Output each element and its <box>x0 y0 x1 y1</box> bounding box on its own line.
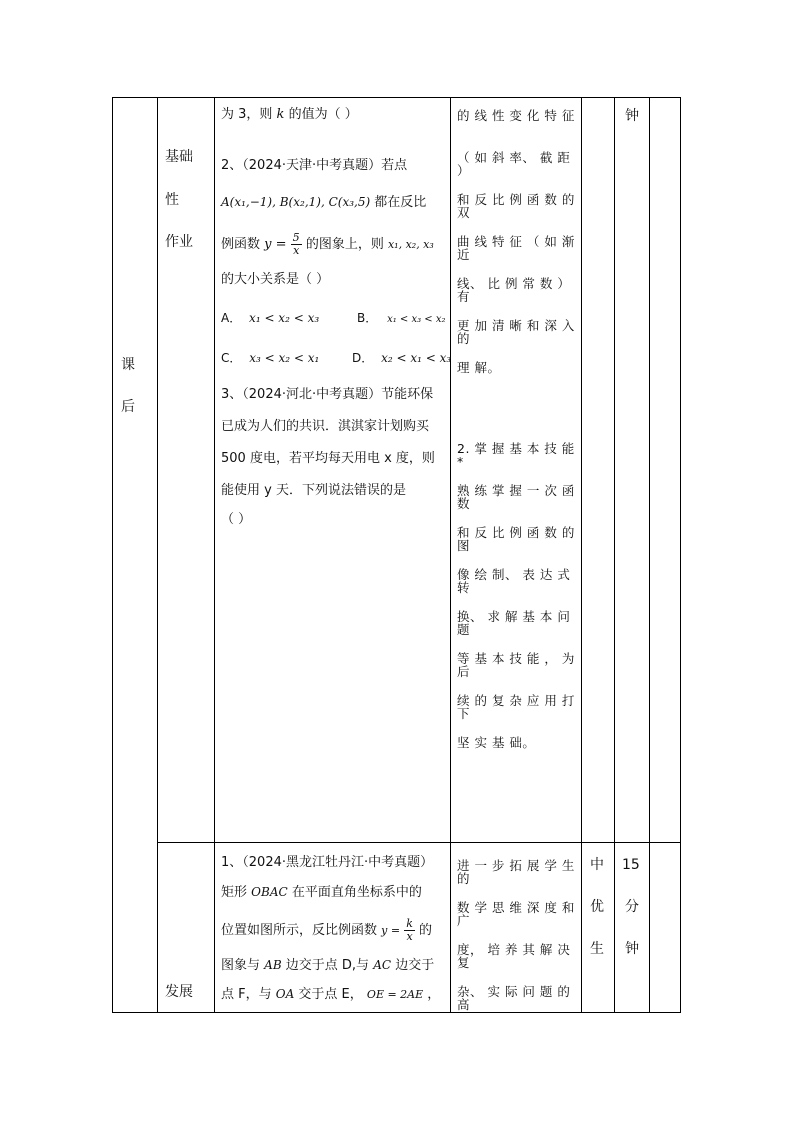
q2-head: 2、（2024·天津·中考真题）若点 <box>221 158 408 173</box>
adv-fraction <box>404 918 415 943</box>
section-basic-line-2: 性 <box>165 192 179 208</box>
goal-basic-block <box>457 110 577 404</box>
section-advanced-label: 发展 <box>165 984 193 1000</box>
q2-line-3 <box>221 232 434 257</box>
q2-points: A(x₁,−1), B(x₂,1), C(x₃,5) <box>221 195 371 209</box>
time-adv-unit: 钟 <box>625 941 639 957</box>
goal-basic-line: 的 线 性 变 化 特 征 <box>457 108 575 123</box>
adv-line-2 <box>221 886 422 899</box>
adv-line-2-m: OBAC <box>251 885 288 899</box>
q2-frac-num: 5 <box>292 231 300 244</box>
goal-basic-line: 曲 线 特 征 （ 如 渐 近 <box>457 234 575 262</box>
option-d-label: D． <box>352 351 374 365</box>
basic-line-1 <box>221 108 358 121</box>
goal-basic-line: 和 反 比 例 函 数 的 双 <box>457 192 575 220</box>
adv-line-4-b: 边交于点 D,与 <box>285 958 370 973</box>
q2-line-3-b: 的图象上，则 <box>305 237 384 253</box>
option-c <box>221 352 319 364</box>
goal-basic2-line: 续 的 复 杂 应 用 打 下 <box>457 693 575 721</box>
option-a <box>221 312 319 324</box>
section-basic-line-3: 作业 <box>165 234 193 250</box>
q2-line-3-y: y = <box>264 237 287 253</box>
option-c-expr: x₃ < x₂ < x₁ <box>249 351 320 365</box>
col-line-2 <box>214 97 215 1013</box>
col-line-1 <box>157 97 158 1013</box>
target-students-char: 中 <box>590 857 604 873</box>
option-d-expr: x₂ < x₁ < x₃ <box>381 351 452 365</box>
goal-basic2-line: 和 反 比 例 函 数 的 图 <box>457 525 575 553</box>
option-b <box>357 312 445 325</box>
adv-line-5 <box>221 988 440 1001</box>
target-students-char: 生 <box>590 941 604 957</box>
adv-line-4 <box>221 959 434 972</box>
adv-line-4-m2: AC <box>373 958 392 972</box>
adv-line-3-b: 的 <box>419 923 433 939</box>
adv-line-1: 1、（2024·黑龙江牡丹江·中考真题） <box>221 855 434 870</box>
time-adv-value: 15 <box>622 857 640 873</box>
goal-adv-line: 进 一 步 拓 展 学 生 的 <box>457 858 575 886</box>
goal-adv-block <box>457 860 577 1028</box>
goal-basic2-line: 2. 掌 握 基 本 技 能 * <box>457 441 575 469</box>
option-a-expr: x₁ < x₂ < x₃ <box>249 311 320 325</box>
goal-basic-line: 更 加 清 晰 和 深 入 的 <box>457 318 575 346</box>
option-b-expr: x₁ < x₃ < x₂ <box>387 314 446 325</box>
time-unit-top: 钟 <box>625 108 639 124</box>
q2-line-3-a: 例函数 <box>221 237 261 253</box>
q3-line-1: 3、（2024·河北·中考真题）节能环保 <box>221 387 434 402</box>
basic-line-1-end: 的值为（ ） <box>288 107 358 122</box>
row-label-char-2: 后 <box>121 399 135 415</box>
q2-frac-den: x <box>293 244 300 258</box>
goal-basic2-block <box>457 443 577 779</box>
goal-basic-line: （ 如 斜 率、 截 距 ） <box>457 150 571 178</box>
col-line-5 <box>614 97 615 1013</box>
q2-points-end: 都在反比 <box>374 195 427 210</box>
basic-line-1-text: 为 3，则 <box>221 107 273 122</box>
time-adv-unit: 分 <box>625 899 639 915</box>
goal-basic-line: 线、 比 例 常 数 ） 有 <box>457 276 571 304</box>
adv-line-4-a: 图象与 <box>221 958 261 973</box>
adv-line-2-a: 矩形 <box>221 885 248 900</box>
basic-line-1-k: k <box>276 107 285 122</box>
adv-frac-num: k <box>406 917 413 930</box>
option-b-label: B． <box>357 311 378 325</box>
option-a-label: A． <box>221 311 242 325</box>
q3-line-5: （ ） <box>221 512 252 527</box>
goal-adv-line: 杂、 实 际 问 题 的 高 <box>457 984 571 1012</box>
adv-line-2-b: 在平面直角坐标系中的 <box>291 885 422 900</box>
q3-line-2: 已成为人们的共识．淇淇家计划购买 <box>221 419 430 434</box>
q3-line-4: 能使用 y 天．下列说法错误的是 <box>221 483 406 498</box>
q2-points-line <box>221 196 426 209</box>
section-basic-line-1: 基础 <box>165 149 193 165</box>
option-d <box>352 352 451 364</box>
goal-adv-line: 度， 培 养 其 解 决 复 <box>457 942 571 970</box>
adv-line-5-m2: OE = 2AE <box>366 988 424 1001</box>
col-line-6 <box>649 97 650 1013</box>
adv-line-5-a: 点 F，与 <box>221 987 272 1002</box>
q3-line-3: 500 度电，若平均每天用电 x 度，则 <box>221 451 435 466</box>
adv-line-3-a: 位置如图所示，反比例函数 <box>221 923 378 939</box>
goal-basic2-line: 坚 实 基 础。 <box>457 735 536 750</box>
col-line-0 <box>112 97 113 1013</box>
q2-line-4: 的大小关系是（ ） <box>221 272 330 287</box>
q2-line-3-vars: x₁, x₂, x₃ <box>387 238 434 252</box>
goal-basic2-line: 熟 练 掌 握 一 次 函 数 <box>457 483 575 511</box>
col-line-3 <box>450 97 451 1013</box>
goal-basic2-line: 换、 求 解 基 本 问 题 <box>457 609 571 637</box>
table-border-bottom <box>112 1012 681 1013</box>
goal-basic2-line: 等 基 本 技 能 ， 为 后 <box>457 651 575 679</box>
col-line-4 <box>581 97 582 1013</box>
target-students-char: 优 <box>590 899 604 915</box>
adv-line-5-m: OA <box>275 987 295 1001</box>
goal-adv-line: 数 学 思 维 深 度 和 广 <box>457 900 575 928</box>
q2-fraction <box>291 232 302 257</box>
adv-line-4-c: 边交于 <box>395 958 435 973</box>
adv-frac-den: x <box>406 930 413 944</box>
adv-line-4-m: AB <box>264 958 282 972</box>
row-label-char-1: 课 <box>121 357 135 373</box>
option-c-label: C． <box>221 351 242 365</box>
col-line-7 <box>680 97 681 1013</box>
adv-line-5-b: 交于点 E， <box>298 987 363 1002</box>
adv-line-3 <box>221 918 432 943</box>
goal-basic-line: 理 解。 <box>457 360 501 375</box>
adv-line-3-y: y = <box>381 924 401 938</box>
table-border-top <box>112 97 681 98</box>
row-divider <box>157 842 681 843</box>
goal-basic2-line: 像 绘 制、 表 达 式 转 <box>457 567 571 595</box>
adv-line-5-c: ， <box>427 987 441 1002</box>
